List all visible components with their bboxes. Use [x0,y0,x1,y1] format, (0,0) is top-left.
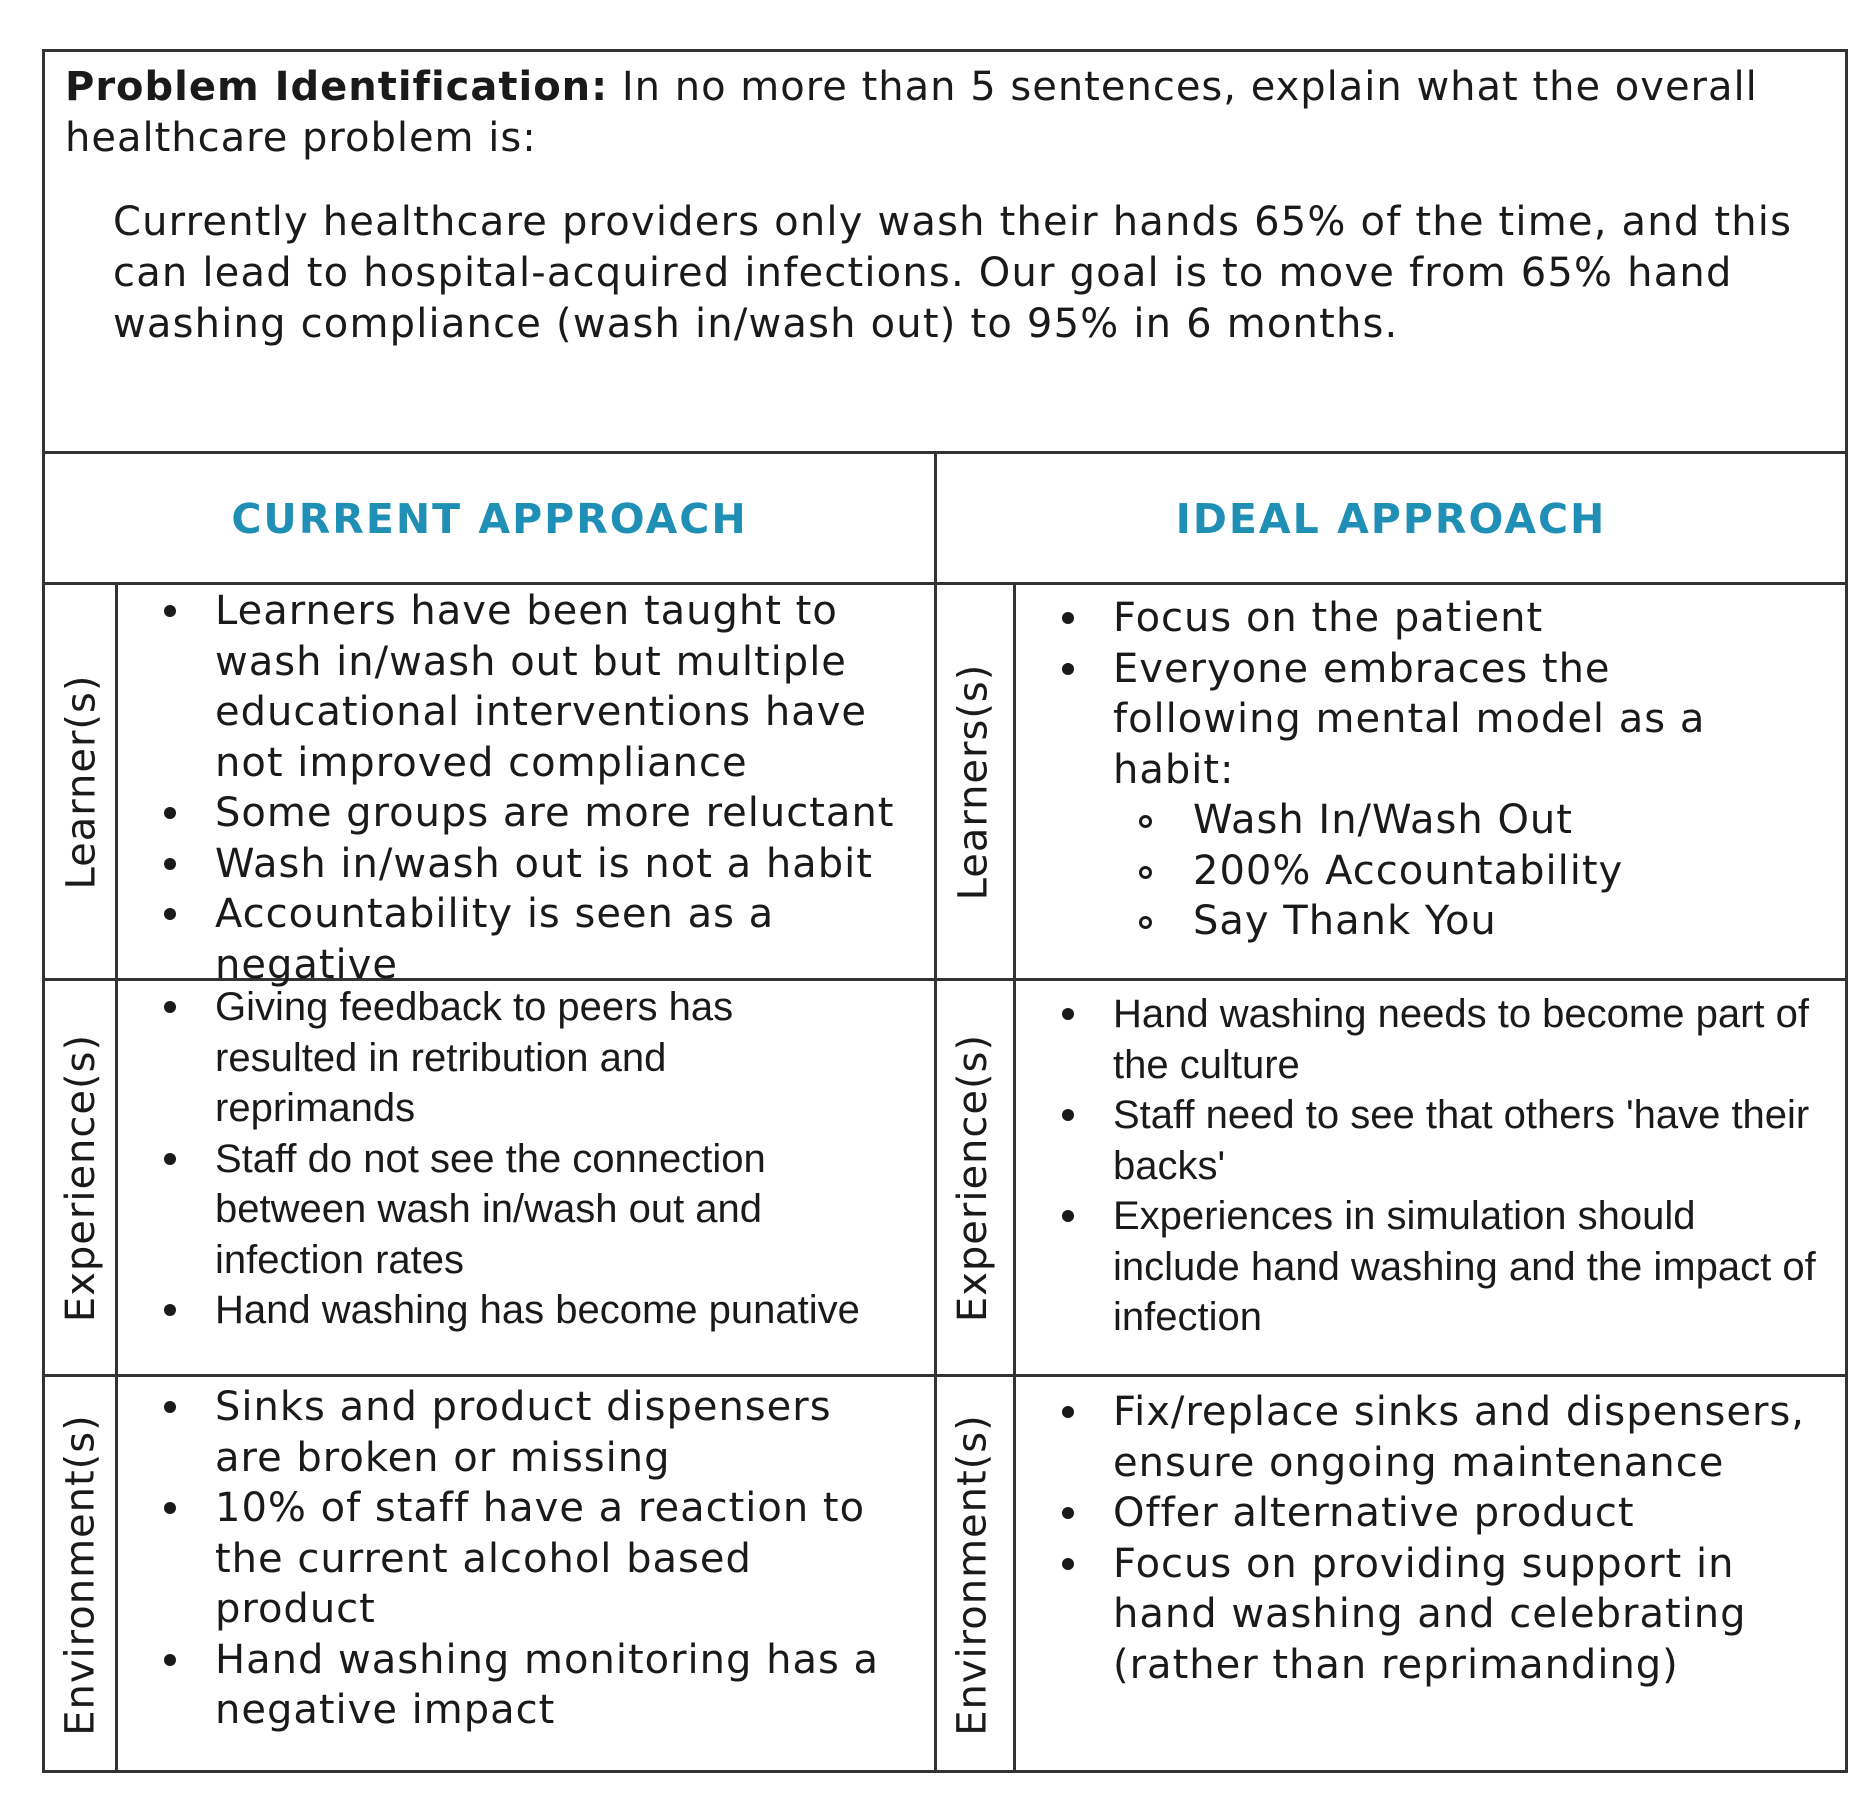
list-item: Sinks and product dispensers are broken or missing [155,1382,935,1483]
current-environment-cell [155,1382,935,1736]
row-label-environment-current: Environment(s) [58,1413,104,1736]
list-item: Staff need to see that others 'have their backs' [1053,1090,1833,1191]
list-item: Giving feedback to peers has resulted in retribution and reprimands [155,982,935,1134]
current-experience-cell [155,982,935,1336]
problem-statement [65,62,1825,164]
list-item: Experiences in simulation should include hand washing and the impact of infection [1053,1191,1833,1343]
list-item: Everyone embraces the following mental model as a habit: [1053,644,1833,796]
list-item: Hand washing monitoring has a negative impact [155,1635,935,1736]
list-item: Wash in/wash out is not a habit [155,839,935,890]
divider [1013,583,1016,1772]
list-item: Focus on the patient [1053,593,1833,644]
ideal-approach-header: IDEAL APPROACH [1175,495,1607,543]
row-label-experience-ideal: Experience(s) [950,1033,996,1322]
list-item: Offer alternative product [1053,1488,1833,1539]
problem-prompt: In no more than 5 sentences, explain what the overall healthcare problem is: [65,64,1758,161]
row-label-experience-current: Experience(s) [58,1033,104,1322]
list-item: Some groups are more reluctant [155,788,935,839]
current-learners-cell [155,586,935,990]
list-item: Hand washing needs to become part of the culture [1053,989,1833,1090]
list-item: Say Thank You [1133,896,1833,947]
ideal-environment-cell [1053,1387,1833,1690]
list-item: Accountability is seen as a negative [155,889,935,990]
list-item: Staff do not see the connection between wash in/wash out and infection rates [155,1134,935,1286]
list-item: Wash In/Wash Out [1133,795,1833,846]
row-label-learners-ideal: Learners(s) [950,663,996,900]
row-label-learners-current: Learner(s) [58,674,104,889]
list-item: Hand washing has become punative [155,1285,935,1336]
list-item: Learners have been taught to wash in/wash out but multiple educational interventions have not improved compliance [155,586,935,788]
row-label-environment-ideal: Environment(s) [950,1413,996,1736]
problem-answer: Currently healthcare providers only wash their hands 65% of the time, and this can lead to hospital-acquired infections. Our goal is to move from 65% hand washing compliance (wash in/wash out) to 95% in 6 months. [113,199,1793,347]
planning-table [42,49,1848,1773]
list-item: 200% Accountability [1133,846,1833,897]
list-item: Focus on providing support in hand washing and celebrating (rather than reprimanding) [1053,1539,1833,1691]
current-approach-header: CURRENT APPROACH [231,495,748,543]
list-item: Fix/replace sinks and dispensers, ensure ongoing maintenance [1053,1387,1833,1488]
problem-label: Problem Identification: [65,64,609,110]
ideal-learners-cell [1053,593,1833,947]
ideal-experience-cell [1053,989,1833,1343]
list-item: 10% of staff have a reaction to the current alcohol based product [155,1483,935,1635]
